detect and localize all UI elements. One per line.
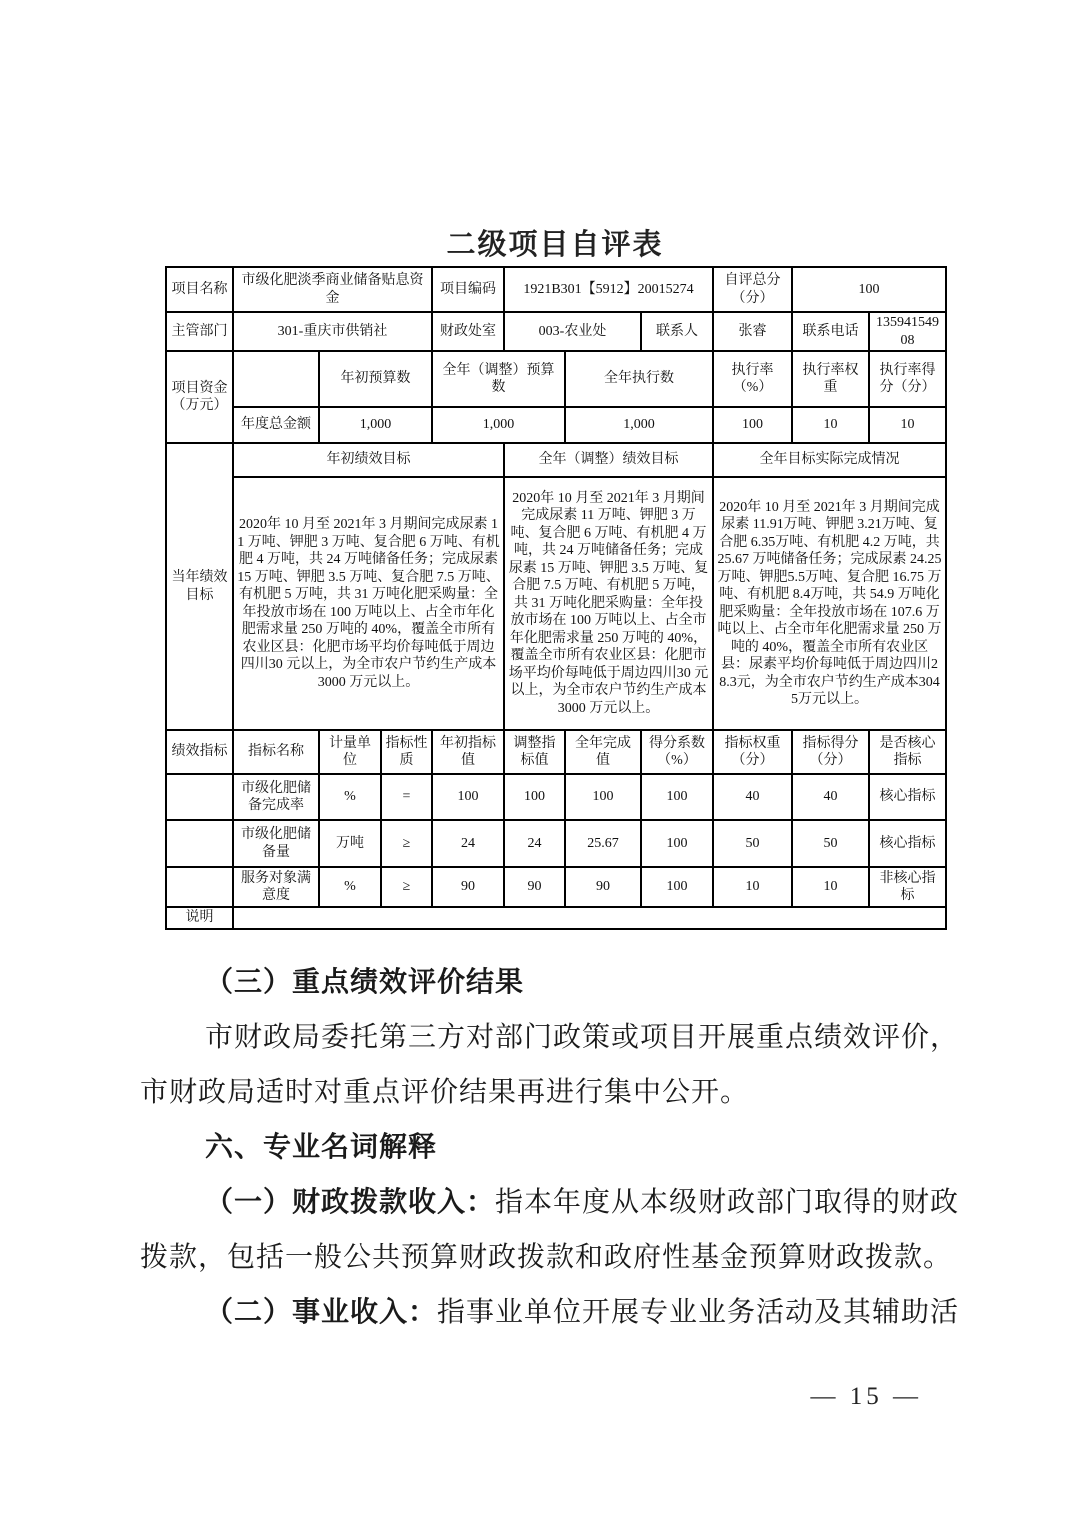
ind-nature: ≥ [381, 867, 432, 907]
paragraph-line: 市财政局委托第三方对部门政策或项目开展重点绩效评价， [205, 1021, 960, 1053]
indicators-row-label: 绩效指标 [166, 730, 233, 774]
ind-header-name: 指标名称 [233, 730, 319, 774]
document-title: 二级项目自评表 [446, 229, 664, 261]
ind-header-score: 指标得分（分） [792, 730, 869, 774]
ind-score: 40 [792, 774, 869, 820]
section-heading-6: 六、专业名词解释 [205, 1130, 438, 1162]
funding-row-name: 年度总金额 [233, 407, 319, 443]
ind-name: 市级化肥储备量 [233, 820, 319, 867]
paragraph-line: 拨款，包括一般公共预算财政拨款和政府性基金预算财政拨款。 [140, 1241, 953, 1273]
ind-unit: 万吨 [319, 820, 381, 867]
funding-blank-cell [233, 351, 319, 407]
note-label: 说明 [166, 907, 233, 929]
ind-blank-cell [166, 867, 233, 907]
ind-core: 核心指标 [869, 774, 946, 820]
targets-col1-header: 年初绩效目标 [233, 443, 504, 477]
ind-adjusted: 24 [504, 820, 565, 867]
finance-office-label: 财政处室 [432, 312, 504, 351]
ind-completed: 90 [565, 867, 641, 907]
funding-header-executed: 全年执行数 [565, 351, 713, 407]
body-text [140, 952, 960, 1337]
ind-unit: % [319, 867, 381, 907]
ind-coefficient: 100 [641, 774, 713, 820]
ind-completed: 25.67 [565, 820, 641, 867]
targets-col2-text: 2020年 10 月至 2021年 3 月期间完成尿素 11 万吨、钾肥 3 万吨、复合肥 6 万吨、有机肥 4 万吨，共 24 万吨储备任务；完成尿素 15 万吨、钾肥 3.5 万吨、复合肥 7.5 万吨、有机肥 5 万吨，共 31 万吨化肥采购量：全年投放市场在 100 万吨以上、占全市年化肥需求量 250 万吨的 40%，覆盖全市所有农业区县：化肥市场平均价每吨低于周边四川30 元以上，为全市农户节约生产成本 3000 万元以上。 [504, 477, 713, 730]
ind-header-core: 是否核心指标 [869, 730, 946, 774]
targets-col3-header: 全年目标实际完成情况 [713, 443, 946, 477]
project-name-value: 市级化肥淡季商业储备贴息资金 [233, 267, 432, 312]
table-row [166, 351, 946, 407]
funding-adjusted-budget: 1,000 [432, 407, 565, 443]
funding-header-exec-rate: 执行率（%） [713, 351, 792, 407]
dept-label: 主管部门 [166, 312, 233, 351]
term-lead: （二）事业收入： [205, 1296, 438, 1328]
paragraph-line: 市财政局适时对重点评价结果再进行集中公开。 [140, 1076, 750, 1108]
ind-header-unit: 计量单位 [319, 730, 381, 774]
ind-weight: 50 [713, 820, 792, 867]
targets-col1-text: 2020年 10 月至 2021年 3 月期间完成尿素 11 万吨、钾肥 3 万吨、复合肥 6 万吨、有机肥 4 万吨，共 24 万吨储备任务；完成尿素 15 万吨、钾肥 3.5 万吨、复合肥 7.5 万吨、有机肥 5 万吨，共 31 万吨化肥采购量：全年投放市场在 100 万吨以上、占全市年化肥需求量 250 万吨的 40%，覆盖全市所有农业区县：化肥市场平均价每吨低于周边四川30 元以上，为全市农户节约生产成本 3000 万元以上。 [233, 477, 504, 730]
term-rest: 指本年度从本级财政部门取得的财政 [495, 1186, 960, 1218]
ind-coefficient: 100 [641, 867, 713, 907]
ind-weight: 40 [713, 774, 792, 820]
ind-coefficient: 100 [641, 820, 713, 867]
ind-nature: ≥ [381, 820, 432, 867]
self-score-value: 100 [792, 267, 946, 312]
ind-header-weight: 指标权重（分） [713, 730, 792, 774]
ind-initial: 90 [432, 867, 504, 907]
ind-header-adjusted: 调整指标值 [504, 730, 565, 774]
project-code-value: 1921B301【5912】20015274 [504, 267, 713, 312]
ind-blank-cell [166, 774, 233, 820]
ind-unit: % [319, 774, 381, 820]
table-row [166, 774, 946, 820]
page-number: — 15 — [810, 1383, 922, 1410]
ind-adjusted: 90 [504, 867, 565, 907]
funding-exec-weight: 10 [792, 407, 869, 443]
ind-weight: 10 [713, 867, 792, 907]
table-row [166, 730, 946, 774]
table-row [166, 820, 946, 867]
table-row [166, 477, 946, 730]
ind-score: 50 [792, 820, 869, 867]
project-code-label: 项目编码 [432, 267, 504, 312]
phone-value: 13594154908 [869, 312, 946, 351]
funding-header-exec-weight: 执行率权重 [792, 351, 869, 407]
finance-office-value: 003-农业处 [504, 312, 641, 351]
ind-completed: 100 [565, 774, 641, 820]
self-score-label: 自评总分（分） [713, 267, 792, 312]
term-lead: （一）财政拨款收入： [205, 1186, 496, 1218]
paragraph-line [140, 1282, 960, 1337]
section-heading-3: （三）重点绩效评价结果 [205, 966, 525, 998]
note-value [233, 907, 946, 929]
funding-exec-score: 10 [869, 407, 946, 443]
contact-label: 联系人 [641, 312, 713, 351]
contact-value: 张睿 [713, 312, 792, 351]
ind-score: 10 [792, 867, 869, 907]
ind-core: 核心指标 [869, 820, 946, 867]
ind-name: 市级化肥储备完成率 [233, 774, 319, 820]
paragraph-line [140, 1172, 960, 1227]
table-row [166, 867, 946, 907]
funding-executed: 1,000 [565, 407, 713, 443]
funding-header-exec-score: 执行率得分（分） [869, 351, 946, 407]
ind-nature: = [381, 774, 432, 820]
ind-name: 服务对象满意度 [233, 867, 319, 907]
table-row [166, 443, 946, 477]
targets-col3-text: 2020年 10 月至 2021年 3 月期间完成尿素 11.91万吨、钾肥 3.21万吨、复合肥 6.35万吨、有机肥 4.2 万吨，共 25.67 万吨储备任务；完成尿素 24.25万吨、钾肥5.5万吨、复合肥 16.75 万吨、有机肥 8.4万吨，共 54.9 万吨化肥采购量：全年投放市场在 107.6 万吨以上、占全市年化肥需求量 250 万吨的 40%，覆盖全市所有农业区县：尿素平均价每吨低于周边四川28.3元，为全市农户节约生产成本3045万元以上。 [713, 477, 946, 730]
ind-header-completed: 全年完成值 [565, 730, 641, 774]
table-row [166, 267, 946, 312]
dept-value: 301-重庆市供销社 [233, 312, 432, 351]
ind-header-coefficient: 得分系数（%） [641, 730, 713, 774]
project-name-label: 项目名称 [166, 267, 233, 312]
table-row [166, 312, 946, 351]
ind-header-initial: 年初指标值 [432, 730, 504, 774]
ind-blank-cell [166, 820, 233, 867]
targets-col2-header: 全年（调整）绩效目标 [504, 443, 713, 477]
targets-row-label: 当年绩效目标 [166, 443, 233, 730]
self-evaluation-table [165, 266, 947, 930]
table-row [166, 407, 946, 443]
funding-header-initial-budget: 年初预算数 [319, 351, 432, 407]
ind-initial: 100 [432, 774, 504, 820]
funding-exec-rate: 100 [713, 407, 792, 443]
ind-initial: 24 [432, 820, 504, 867]
phone-label: 联系电话 [792, 312, 869, 351]
ind-adjusted: 100 [504, 774, 565, 820]
table-row [166, 907, 946, 929]
ind-core: 非核心指标 [869, 867, 946, 907]
ind-header-nature: 指标性质 [381, 730, 432, 774]
funding-initial-budget: 1,000 [319, 407, 432, 443]
funding-header-adjusted-budget: 全年（调整）预算数 [432, 351, 565, 407]
funding-row-label: 项目资金（万元） [166, 351, 233, 443]
term-rest: 指事业单位开展专业业务活动及其辅助活 [437, 1296, 960, 1328]
